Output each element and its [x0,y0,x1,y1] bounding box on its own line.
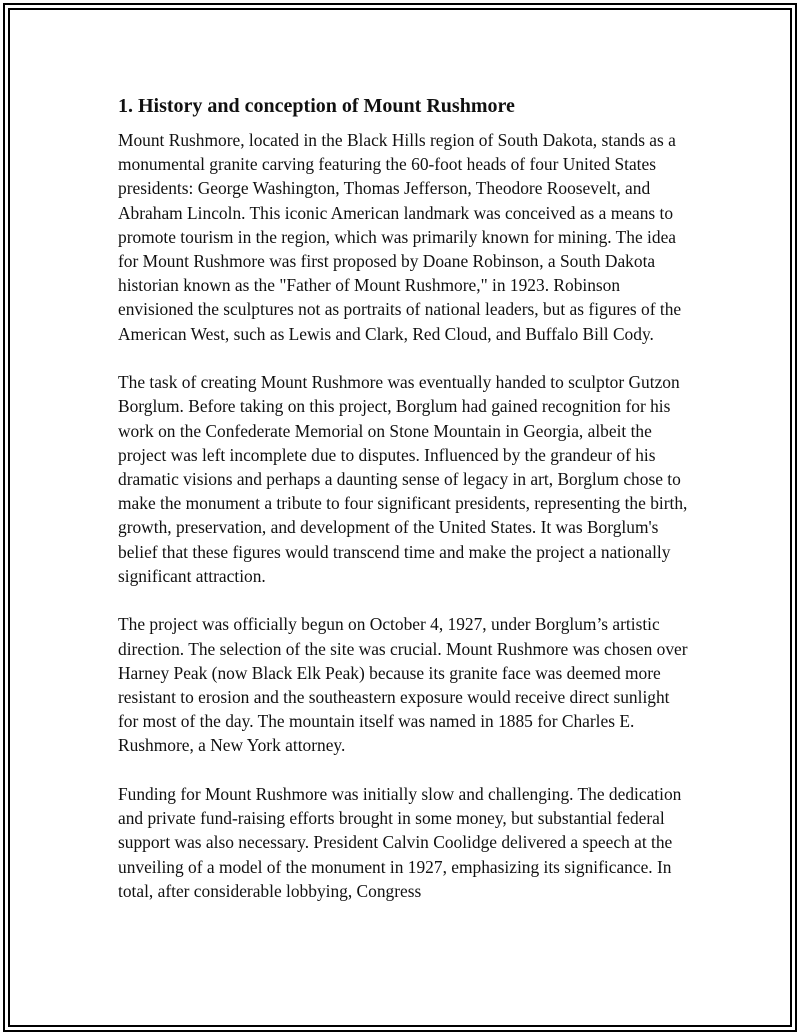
paragraph-2: The task of creating Mount Rushmore was eventually handed to sculptor Gutzon Borglum. Before taking on this project, Borglum had gained recognition for his work on the Confederate Memorial on Stone Mountain in Georgia, albeit the project was left incomplete due to disputes. Influenced by the grandeur of his dramatic visions and perhaps a daunting sense of legacy in art, Borglum chose to make the monument a tribute to four significant presidents, representing the birth, growth, preservation, and development of the United States. It was Borglum's belief that these figures would transcend time and make the project a nationally significant attraction. [118,372,688,586]
paragraph-4: Funding for Mount Rushmore was initially slow and challenging. The dedication and private fund-raising efforts brought in some money, but substantial federal support was also necessary. President Calvin Coolidge delivered a speech at the unveiling of a model of the monument in 1927, emphasizing its significance. In total, after considerable lobbying, Congress [118,784,682,901]
paragraph-1: Mount Rushmore, located in the Black Hills region of South Dakota, stands as a monumental granite carving featuring the 60-foot heads of four United States presidents: George Washington, Thomas Jefferson, Theodore Roosevelt, and Abraham Lincoln. This iconic American landmark was conceived as a means to promote tourism in the region, which was primarily known for mining. The idea for Mount Rushmore was first proposed by Doane Robinson, a South Dakota historian known as the "Father of Mount Rushmore," in 1923. Robinson envisioned the sculptures not as portraits of national leaders, but as figures of the American West, such as Lewis and Clark, Red Cloud, and Buffalo Bill Cody. [118,130,682,344]
document-body [118,92,688,927]
paragraph-3: The project was officially begun on October 4, 1927, under Borglum’s artistic direction. The selection of the site was crucial. Mount Rushmore was chosen over Harney Peak (now Black Elk Peak) because its granite face was deemed more resistant to erosion and the southeastern exposure would receive direct sunlight for most of the day. The mountain itself was named in 1885 for Charles E. Rushmore, a New York attorney. [118,614,688,756]
section-heading: 1. History and conception of Mount Rushmore [118,95,515,117]
